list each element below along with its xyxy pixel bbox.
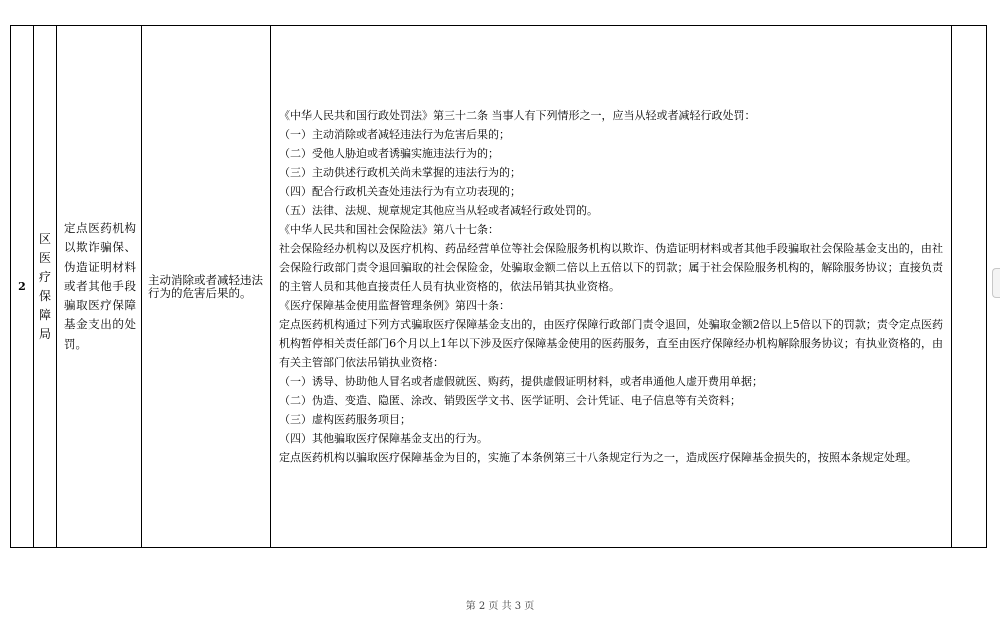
basis-line: （一）诱导、协助他人冒名或者虚假就医、购药，提供虚假证明材料，或者串通他人虚开费用单据； xyxy=(279,375,763,388)
remarks-cell xyxy=(952,26,987,548)
department-cell xyxy=(34,26,57,548)
legal-basis-cell xyxy=(271,26,952,548)
item-text: 定点医药机构以欺诈骗保、伪造证明材料或者其他手段骗取医疗保障基金支出的处罚。 xyxy=(64,221,136,351)
basis-line: 社会保险经办机构以及医疗机构、药品经营单位等社会保险服务机构以欺诈、伪造证明材料或者其他手段骗取社会保险基金支出的，由社会保险行政部门责令退回骗取的社会保险金，处骗取金额二倍以上五倍以下的罚款；属于社会保险服务机构的，解除服务协议；直接负责的主管人员和其他直接责任人员有执业资格的，依法吊销其执业资格。 xyxy=(279,242,943,293)
basis-line: 定点医药机构通过下列方式骗取医疗保障基金支出的，由医疗保障行政部门责令退回，处骗取金额2倍以上5倍以下的罚款；责令定点医药机构暂停相关责任部门6个月以上1年以下涉及医疗保障基金使用的医药服务，直至由医疗保障经办机构解除服务协议；有执业资格的，由有关主管部门依法吊销执业资格： xyxy=(279,318,943,369)
basis-line: 《中华人民共和国行政处罚法》第三十二条 当事人有下列情形之一，应当从轻或者减轻行政处罚： xyxy=(279,109,756,122)
row-number: 2 xyxy=(11,26,34,548)
page-footer: 第 2 页 共 3 页 xyxy=(465,601,535,612)
basis-line: 定点医药机构以骗取医疗保障基金为目的，实施了本条例第三十八条规定行为之一，造成医疗保障基金损失的，按照本条规定处理。 xyxy=(279,451,917,464)
penalty-table xyxy=(10,25,987,548)
item-cell xyxy=(57,26,142,548)
basis-line: （二）受他人胁迫或者诱骗实施违法行为的； xyxy=(279,147,499,160)
basis-line: （三）虚构医药服务项目； xyxy=(279,413,411,426)
basis-line: 《中华人民共和国社会保险法》第八十七条： xyxy=(279,223,499,236)
department-name: 区医疗保障局 xyxy=(39,231,52,341)
basis-line: （四）其他骗取医疗保障基金支出的行为。 xyxy=(279,432,488,445)
situation-cell xyxy=(142,26,271,548)
situation-text: 主动消除或者减轻违法行为的危害后果的。 xyxy=(148,272,263,300)
basis-line: （二）伪造、变造、隐匿、涂改、销毁医学文书、医学证明、会计凭证、电子信息等有关资料； xyxy=(279,394,741,407)
basis-line: （一）主动消除或者减轻违法行为危害后果的； xyxy=(279,128,510,141)
basis-line: （三）主动供述行政机关尚未掌握的违法行为的； xyxy=(279,166,521,179)
basis-line: （五）法律、法规、规章规定其他应当从轻或者减轻行政处罚的。 xyxy=(279,204,598,217)
basis-line: 《医疗保障基金使用监督管理条例》第四十条： xyxy=(279,299,510,312)
table-row xyxy=(11,26,987,548)
side-scroll-tab[interactable] xyxy=(992,268,1000,298)
basis-line: （四）配合行政机关查处违法行为有立功表现的； xyxy=(279,185,521,198)
